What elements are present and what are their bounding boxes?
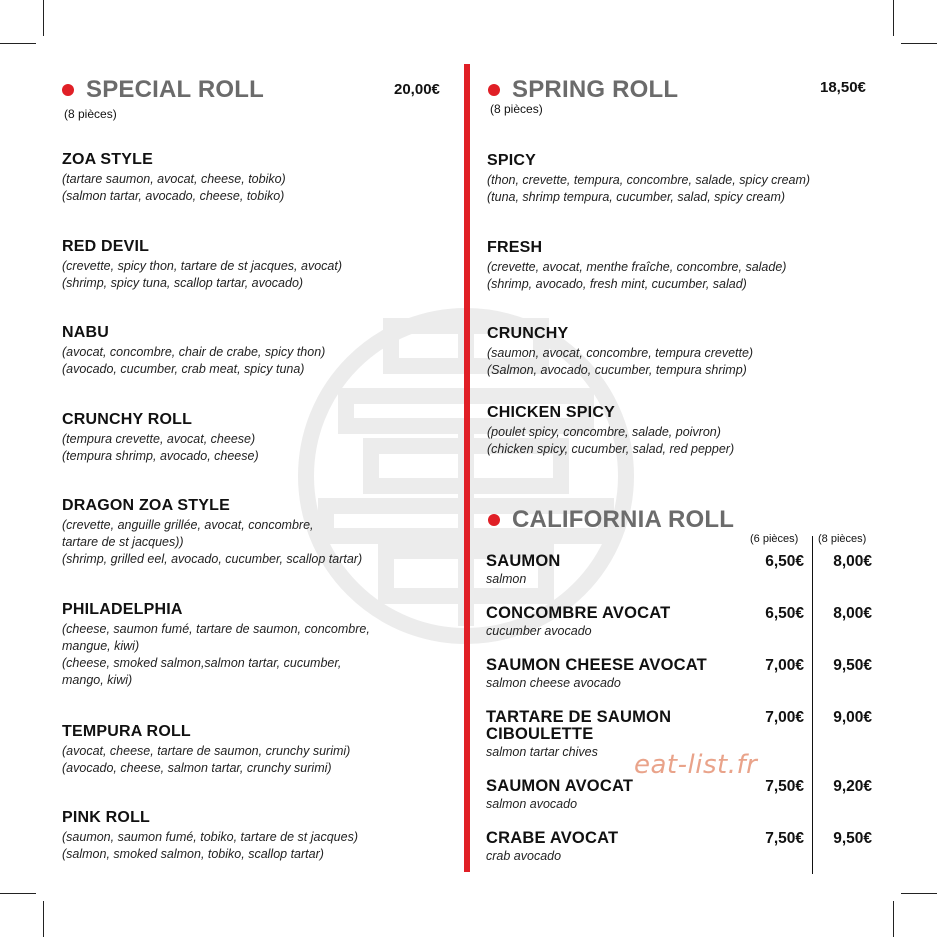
- price-8-pieces: 9,20€: [833, 778, 872, 795]
- item-desc: (crevette, anguille grillée, avocat, concombre,: [62, 518, 314, 532]
- item-desc: salmon avocado: [486, 797, 578, 811]
- item-desc: (tartare saumon, avocat, cheese, tobiko): [62, 172, 286, 186]
- menu-item: [62, 324, 325, 378]
- pieces-label: (8 pièces): [490, 102, 543, 116]
- item-desc: (thon, crevette, tempura, concombre, salade, spicy cream): [487, 173, 811, 187]
- menu-item: [62, 238, 342, 292]
- item-desc: (salmon tartar, avocado, cheese, tobiko): [62, 189, 285, 203]
- item-name: SAUMON: [486, 552, 561, 570]
- menu-item: [62, 601, 370, 689]
- item-desc: cucumber avocado: [486, 624, 592, 638]
- item-desc: (salmon, smoked salmon, tobiko, scallop tartar): [62, 847, 324, 861]
- column-divider: [464, 64, 470, 872]
- price-6-pieces: 6,50€: [765, 553, 804, 570]
- crop-mark: [0, 893, 36, 894]
- california-row: [486, 605, 876, 638]
- menu-item: [62, 723, 350, 777]
- item-desc: salmon tartar chives: [486, 745, 598, 759]
- price-6-pieces: 6,50€: [765, 605, 804, 622]
- price-column-divider: [812, 536, 813, 874]
- item-name: RED DEVIL: [62, 238, 150, 255]
- menu-item: [62, 151, 286, 205]
- special-roll-header: [62, 76, 264, 104]
- item-name: NABU: [62, 324, 110, 341]
- column-header-8: (8 pièces): [818, 533, 867, 545]
- price-6-pieces: 7,00€: [765, 709, 804, 726]
- price-8-pieces: 9,00€: [833, 709, 872, 726]
- column-header-6: (6 pièces): [750, 533, 799, 545]
- item-desc: salmon: [486, 572, 527, 586]
- item-desc: salmon cheese avocado: [486, 676, 621, 690]
- item-desc: (saumon, saumon fumé, tobiko, tartare de st jacques): [62, 830, 358, 844]
- bullet-dot-icon: [488, 514, 500, 526]
- section-title: SPRING ROLL: [512, 76, 679, 103]
- item-name: PINK ROLL: [62, 809, 151, 826]
- item-desc: (avocado, cucumber, crab meat, spicy tuna): [62, 362, 305, 376]
- bullet-dot-icon: [488, 84, 500, 96]
- item-desc: (crevette, avocat, menthe fraîche, concombre, salade): [487, 260, 787, 274]
- item-name: CHICKEN SPICY: [487, 404, 615, 421]
- crop-mark: [0, 43, 36, 44]
- item-desc: (shrimp, avocado, fresh mint, cucumber, salad): [487, 277, 747, 291]
- item-desc: (poulet spicy, concombre, salade, poivron): [487, 425, 721, 439]
- item-name: SAUMON AVOCAT: [486, 777, 634, 795]
- price-6-pieces: 7,50€: [765, 830, 804, 847]
- item-name: CONCOMBRE AVOCAT: [486, 604, 671, 622]
- crop-mark: [901, 43, 937, 44]
- price-6-pieces: 7,00€: [765, 657, 804, 674]
- crop-mark: [43, 901, 44, 937]
- item-name: ZOA STYLE: [62, 151, 153, 168]
- menu-item: [62, 497, 362, 568]
- price-8-pieces: 9,50€: [833, 830, 872, 847]
- price-8-pieces: 8,00€: [833, 605, 872, 622]
- menu-item: [487, 152, 810, 206]
- pieces-label: (8 pièces): [64, 107, 117, 121]
- item-desc: (tuna, shrimp tempura, cucumber, salad, spicy cream): [487, 190, 786, 204]
- menu-item: [487, 404, 734, 458]
- item-desc: mangue, kiwi): [62, 639, 140, 653]
- menu-item: [62, 411, 259, 465]
- item-name: PHILADELPHIA: [62, 601, 183, 618]
- crop-mark: [893, 0, 894, 36]
- california-row: [486, 778, 876, 811]
- california-row: [486, 657, 876, 690]
- menu-item: [487, 239, 786, 293]
- item-name: SPICY: [487, 152, 537, 169]
- item-name: FRESH: [487, 239, 543, 256]
- item-name: TEMPURA ROLL: [62, 723, 191, 740]
- item-desc: (shrimp, spicy tuna, scallop tartar, avocado): [62, 276, 304, 290]
- item-desc: (avocado, cheese, salmon tartar, crunchy surimi): [62, 761, 332, 775]
- spring-roll-header: [488, 76, 678, 104]
- menu-item: [487, 325, 753, 379]
- bullet-dot-icon: [62, 84, 74, 96]
- price-8-pieces: 9,50€: [833, 657, 872, 674]
- item-name: TARTARE DE SAUMON CIBOULETTE: [486, 708, 672, 743]
- section-title: CALIFORNIA ROLL: [512, 506, 735, 533]
- item-name: CRUNCHY: [487, 325, 569, 342]
- crop-mark: [43, 0, 44, 36]
- item-desc: (tempura crevette, avocat, cheese): [62, 432, 256, 446]
- section-title: SPECIAL ROLL: [86, 76, 264, 103]
- item-desc: (saumon, avocat, concombre, tempura crevette): [487, 346, 754, 360]
- item-name: DRAGON ZOA STYLE: [62, 497, 230, 514]
- item-desc: (chicken spicy, cucumber, salad, red pepper): [487, 442, 735, 456]
- section-price: 18,50€: [820, 79, 866, 96]
- item-desc: (cheese, saumon fumé, tartare de saumon, concombre,: [62, 622, 370, 636]
- item-desc: (avocat, cheese, tartare de saumon, crunchy surimi): [62, 744, 351, 758]
- price-8-pieces: 8,00€: [833, 553, 872, 570]
- site-watermark: eat-list.fr: [634, 750, 758, 780]
- california-roll-header: [488, 506, 734, 534]
- menu-item: [62, 809, 358, 863]
- item-desc: mango, kiwi): [62, 673, 133, 687]
- crop-mark: [893, 901, 894, 937]
- california-row: [486, 553, 876, 586]
- item-name: SAUMON CHEESE AVOCAT: [486, 656, 707, 674]
- item-desc: (avocat, concombre, chair de crabe, spicy thon): [62, 345, 326, 359]
- item-desc: (crevette, spicy thon, tartare de st jacques, avocat): [62, 259, 342, 273]
- item-name: CRUNCHY ROLL: [62, 411, 193, 428]
- california-row: [486, 830, 876, 863]
- item-desc: (cheese, smoked salmon,salmon tartar, cucumber,: [62, 656, 342, 670]
- item-name: CRABE AVOCAT: [486, 829, 619, 847]
- item-desc: (Salmon, avocado, cucumber, tempura shrimp): [487, 363, 747, 377]
- item-desc: (shrimp, grilled eel, avocado, cucumber, scallop tartar): [62, 552, 363, 566]
- item-desc: (tempura shrimp, avocado, cheese): [62, 449, 259, 463]
- price-6-pieces: 7,50€: [765, 778, 804, 795]
- item-desc: tartare de st jacques)): [62, 535, 184, 549]
- crop-mark: [901, 893, 937, 894]
- item-desc: crab avocado: [486, 849, 562, 863]
- section-price: 20,00€: [394, 81, 440, 98]
